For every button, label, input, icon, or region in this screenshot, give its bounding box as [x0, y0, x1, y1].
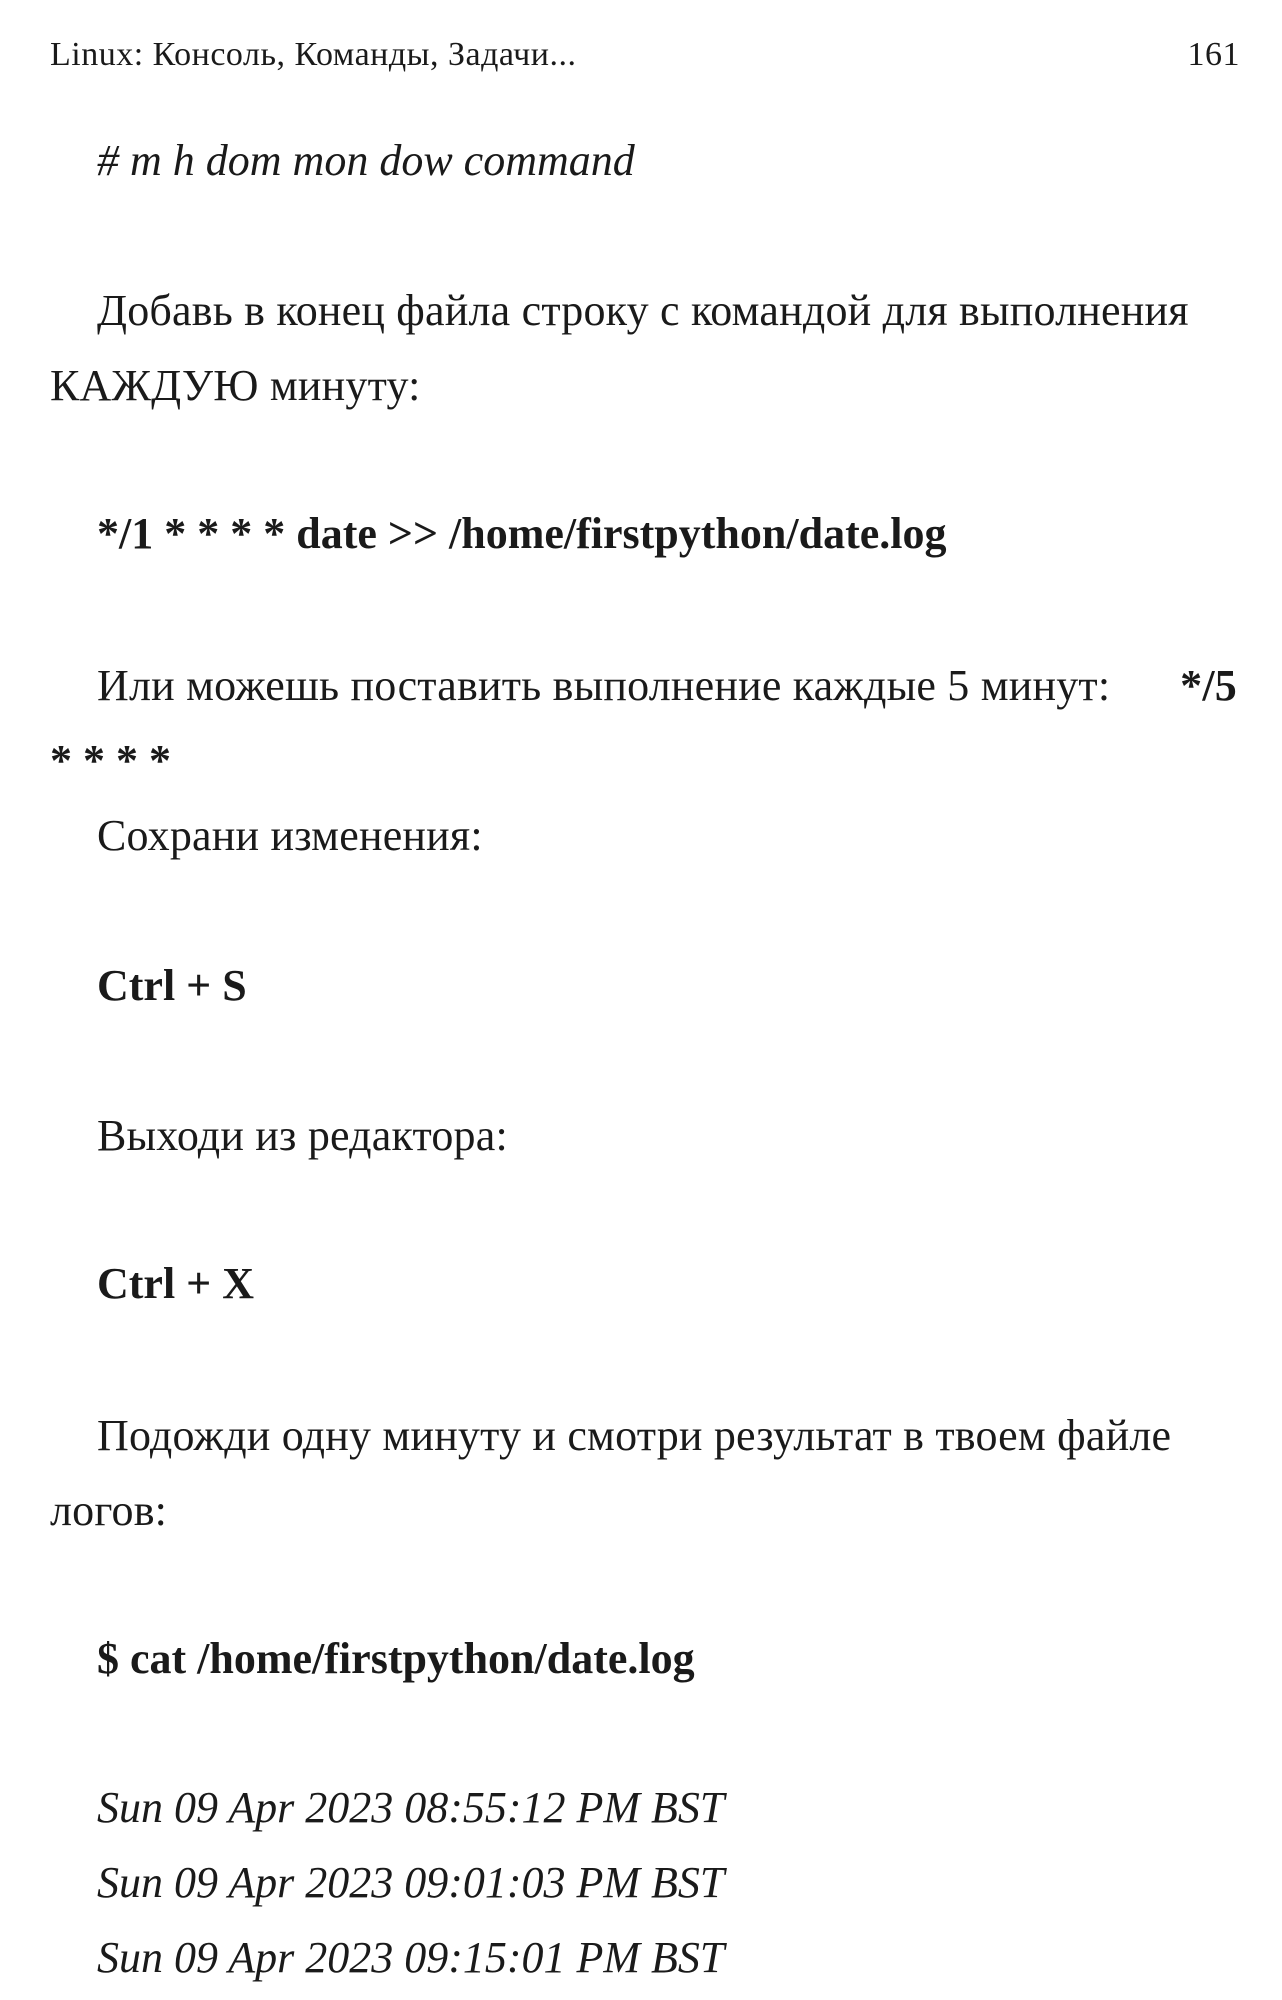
paragraph-wait-2: логов:: [50, 1486, 168, 1535]
paragraph-add-line-1-text: Добавь в конец файла строку с командой для выполнения: [97, 286, 1189, 335]
log-line: Sun 09 Apr 2023 08:55:12 PM BST: [97, 1783, 725, 1832]
paragraph-save: Сохрани изменения:: [97, 811, 483, 860]
running-header: [50, 30, 1240, 80]
paragraph-wait-1: [97, 1410, 1237, 1461]
every5-code-part-b: * * * *: [50, 736, 171, 785]
log-line: Sun 09 Apr 2023 09:15:01 PM BST: [97, 1933, 725, 1982]
book-title: Linux: Консоль, Команды, Задачи...: [50, 36, 577, 73]
log-line: Sun 09 Apr 2023 09:01:03 PM BST: [97, 1858, 725, 1907]
command-every-minute: */1 * * * * date >> /home/firstpython/date.log: [97, 509, 947, 558]
every5-code-part-a: */5: [1180, 661, 1237, 710]
paragraph-add-line-2: КАЖДУЮ минуту:: [50, 361, 421, 410]
paragraph-every5: [97, 660, 1237, 711]
paragraph-exit: Выходи из редактора:: [97, 1111, 508, 1160]
save-shortcut: Ctrl + S: [97, 961, 247, 1010]
page-number: 161: [1187, 36, 1240, 73]
paragraph-wait-1-text: Подожди одну минуту и смотри результат в твоем файле: [97, 1411, 1172, 1460]
exit-shortcut: Ctrl + X: [97, 1259, 255, 1308]
paragraph-every5-text: Или можешь поставить выполнение каждые 5 минут:: [97, 661, 1111, 710]
cron-format-line: # m h dom mon dow command: [97, 136, 635, 185]
paragraph-add-line-1: [97, 285, 1237, 336]
cat-command: $ cat /home/firstpython/date.log: [97, 1634, 695, 1683]
